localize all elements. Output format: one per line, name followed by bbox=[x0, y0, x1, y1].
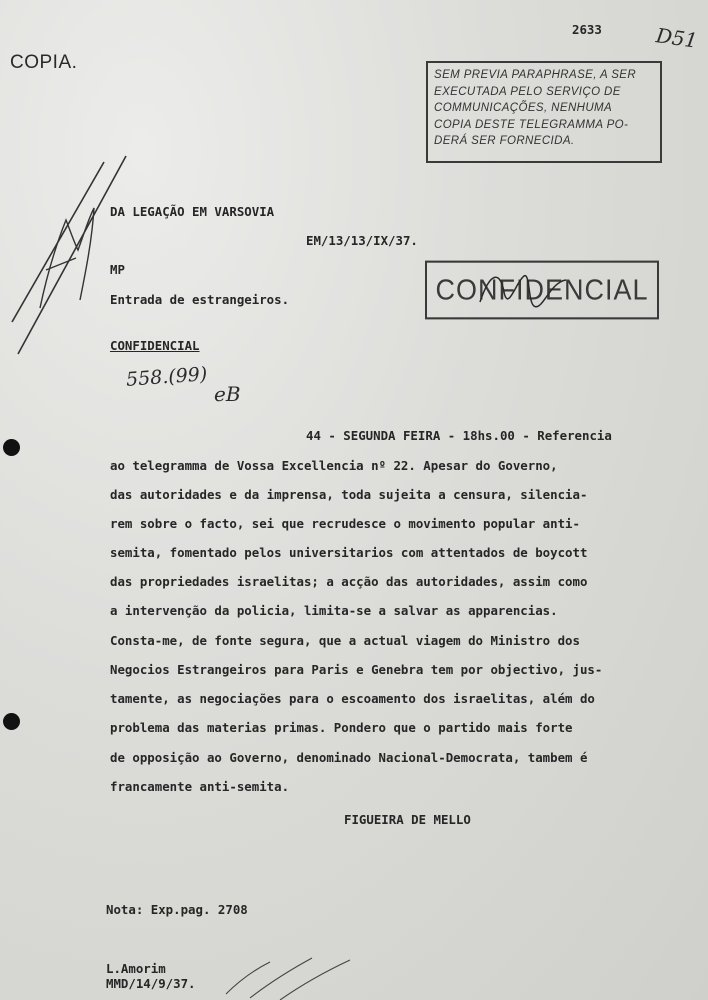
body-line: a intervenção da policia, limita-se a salvar as apparencias. bbox=[110, 603, 558, 618]
stamp-line: COPIA DESTE TELEGRAMMA PO- bbox=[434, 118, 629, 131]
body-line: das autoridades e da imprensa, toda sujeita a censura, silencia- bbox=[110, 487, 588, 502]
stamp-line: EXECUTADA PELO SERVIÇO DE bbox=[434, 85, 621, 98]
body-line: ao telegramma de Vossa Excellencia nº 22. Apesar do Governo, bbox=[110, 458, 558, 473]
code-line: MP bbox=[110, 262, 125, 277]
note-line: Nota: Exp.pag. 2708 bbox=[106, 902, 248, 917]
origin-line: DA LEGAÇÃO EM VARSOVIA bbox=[110, 204, 275, 219]
copia-label: COPIA. bbox=[10, 52, 78, 73]
binder-hole-bottom bbox=[3, 713, 20, 730]
stamp-line: DERÁ SER FORNECIDA. bbox=[434, 135, 575, 147]
body-line: francamente anti-semita. bbox=[110, 779, 290, 794]
stamp-line: SEM PREVIA PARAPHRASE, A SER bbox=[434, 69, 637, 81]
paraphrase-stamp bbox=[426, 61, 662, 163]
stamp-line: COMMUNICAÇÕES, NENHUMA bbox=[434, 102, 613, 114]
page-number: 2633 bbox=[572, 22, 602, 37]
subject-line: Entrada de estrangeiros. bbox=[110, 292, 290, 307]
body-line: problema das materias primas. Pondero que o partido mais forte bbox=[110, 720, 573, 735]
ref-line: MMD/14/9/37. bbox=[106, 976, 196, 991]
author-line: L.Amorim bbox=[106, 961, 166, 976]
classification-label: CONFIDENCIAL bbox=[110, 338, 200, 353]
binder-hole-top bbox=[3, 439, 20, 456]
body-line: de opposição ao Governo, denominado Nacional-Democrata, tambem é bbox=[110, 750, 588, 765]
confidencial-stamp: CONFIDENCIAL bbox=[425, 261, 659, 320]
body-line: Negocios Estrangeiros para Paris e Genebra tem por objectivo, jus- bbox=[110, 662, 603, 677]
body-line: 44 - SEGUNDA FEIRA - 18hs.00 - Referencia bbox=[306, 428, 612, 443]
body-line: tamente, as negociações para o escoamento dos israelitas, além do bbox=[110, 691, 595, 706]
body-line: das propriedades israelitas; a acção das autoridades, assim como bbox=[110, 574, 588, 589]
body-line: Consta-me, de fonte segura, que a actual viagem do Ministro dos bbox=[110, 633, 580, 648]
body-line: semita, fomentado pelos universitarios com attentados de boycott bbox=[110, 545, 588, 560]
stamp-signature-scribble bbox=[470, 262, 580, 322]
date-line: EM/13/13/IX/37. bbox=[306, 233, 418, 248]
handwritten-initials: eB bbox=[214, 382, 241, 406]
body-line: rem sobre o facto, sei que recrudesce o movimento popular anti- bbox=[110, 516, 580, 531]
handwritten-ref: D51 bbox=[654, 23, 699, 53]
bottom-handwritten-scribble bbox=[220, 940, 380, 1000]
handwritten-number: 558.(99) bbox=[125, 363, 208, 391]
signature-line: FIGUEIRA DE MELLO bbox=[344, 812, 471, 827]
